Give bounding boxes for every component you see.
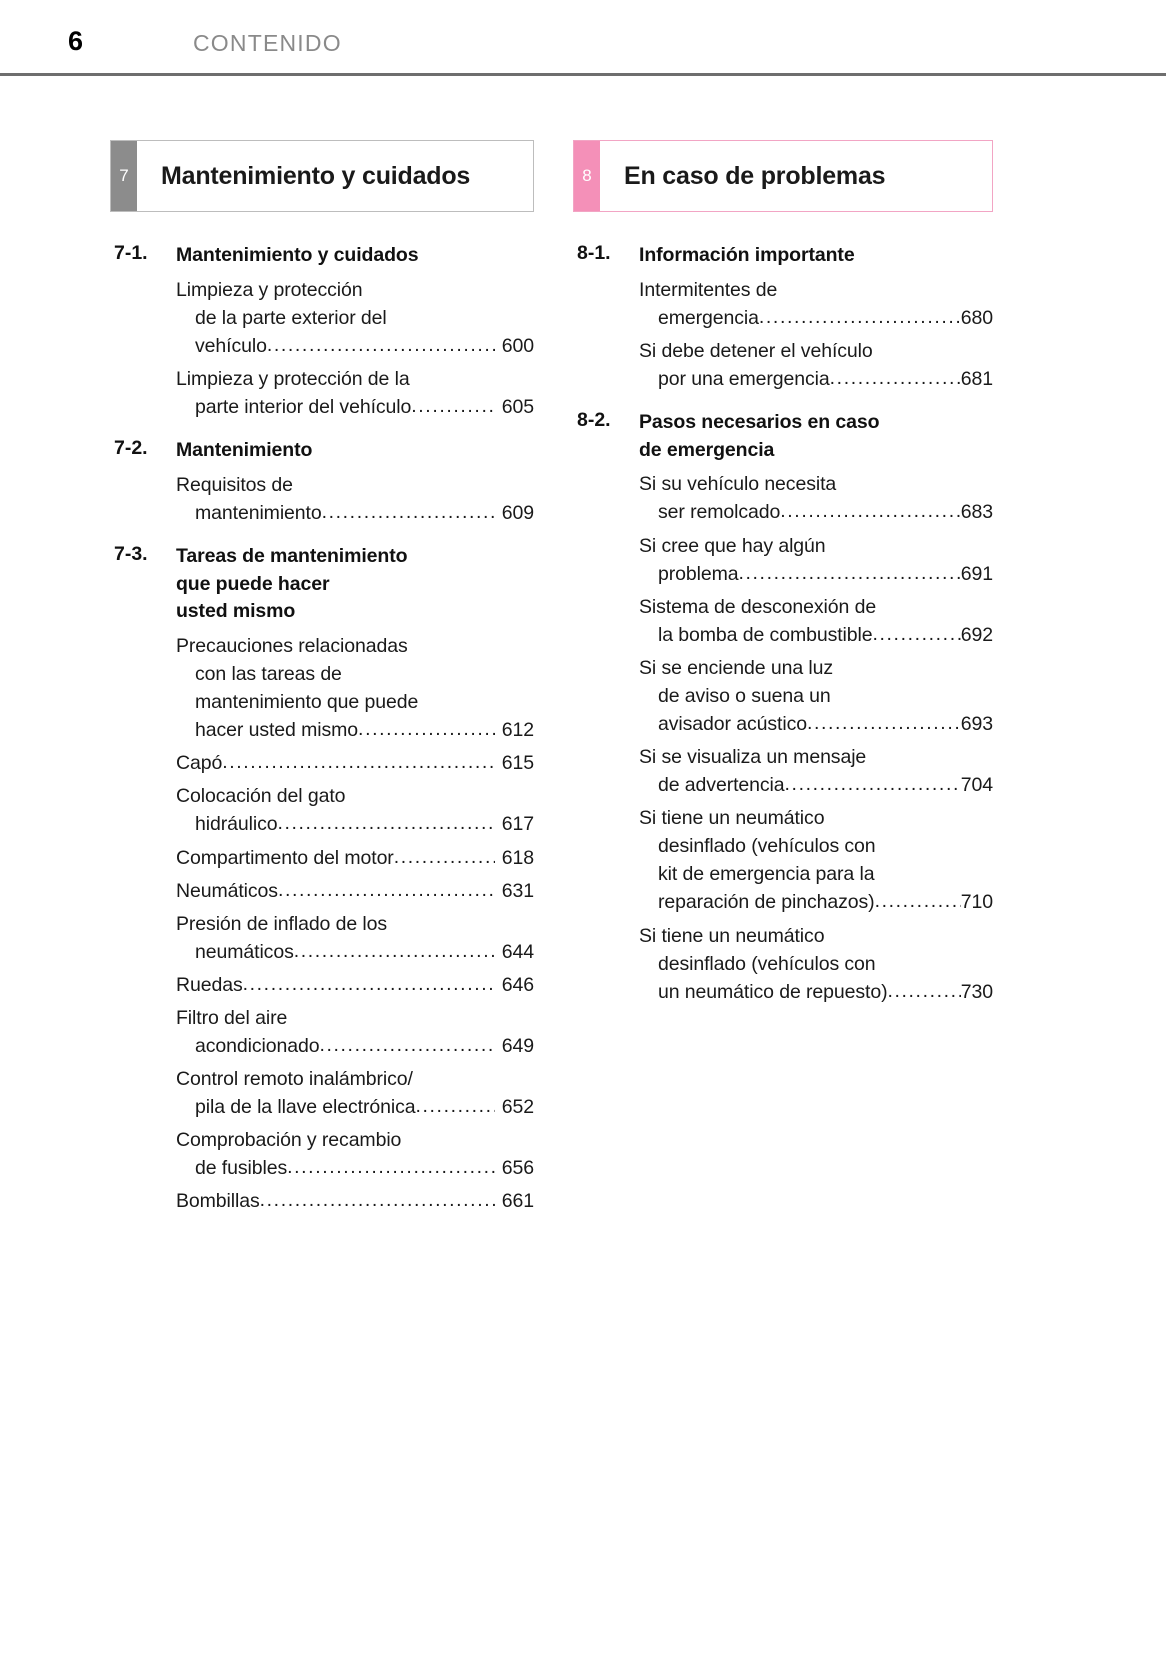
dot-leader (739, 559, 961, 587)
toc-entry-text: Si cree que hay algún (639, 534, 826, 557)
section-number: 7-1. (114, 242, 148, 264)
toc-entry-text: desinflado (vehículos con (658, 835, 876, 858)
toc-entry-line (176, 632, 534, 660)
toc-entry[interactable] (176, 632, 534, 744)
toc-entry[interactable] (639, 532, 993, 588)
toc-page-number: 615 (501, 752, 534, 775)
toc-entry-text: hidráulico (195, 813, 278, 836)
toc-entry[interactable] (639, 743, 993, 799)
toc-entry-line (639, 498, 993, 526)
toc-entry-text: Precauciones relacionadas (176, 634, 408, 657)
toc-entry-line (639, 654, 993, 682)
toc-entry-text: Si su vehículo necesita (639, 473, 837, 496)
toc-page-number: 681 (960, 367, 993, 390)
toc-entry[interactable] (639, 276, 993, 332)
toc-entry[interactable] (176, 910, 534, 966)
toc-entry-line (639, 560, 993, 588)
toc-entry-text: ser remolcado (658, 501, 781, 524)
toc-page-number: 691 (960, 562, 993, 585)
dot-leader (278, 876, 495, 904)
toc-page-number: 617 (501, 813, 534, 836)
dot-leader (260, 1186, 495, 1214)
toc-page-number: 612 (501, 719, 534, 742)
toc-entry[interactable] (176, 971, 534, 999)
toc-entry-line (176, 1154, 534, 1182)
toc-page-number: 710 (960, 891, 993, 914)
toc-page-number: 683 (960, 501, 993, 524)
toc-entry-text: de fusibles (195, 1157, 288, 1180)
toc-entry-text: Filtro del aire (176, 1006, 288, 1029)
toc-entry-line (176, 1187, 534, 1215)
toc-page-number: 656 (501, 1157, 534, 1180)
running-head-title: CONTENIDO (193, 30, 342, 56)
toc-entry-text: reparación de pinchazos) (658, 891, 875, 914)
toc-entry-line (176, 304, 534, 332)
toc-page-number: 618 (501, 846, 534, 869)
toc-entry-text: hacer usted mismo (195, 719, 359, 742)
toc-entry-text: problema (658, 562, 739, 585)
toc-entry-text: Intermitentes de (639, 278, 778, 301)
toc-entry-line (176, 365, 534, 393)
dot-leader (785, 770, 961, 798)
toc-entry-line (639, 304, 993, 332)
dot-leader (759, 303, 961, 331)
toc-entry[interactable] (176, 749, 534, 777)
toc-entry[interactable] (176, 365, 534, 421)
toc-entry[interactable] (639, 922, 993, 1006)
toc-entry-line (639, 860, 993, 888)
section-title: Mantenimiento (176, 439, 313, 462)
toc-entry-line (639, 804, 993, 832)
toc-page-number: 680 (960, 306, 993, 329)
toc-entry-line (176, 393, 534, 421)
toc-entry-text: avisador acústico (658, 713, 807, 735)
toc-section-heading[interactable] (573, 409, 993, 464)
toc-entry[interactable] (639, 593, 993, 649)
page-folio-number: 6 (68, 26, 84, 56)
toc-entry-line (176, 810, 534, 838)
section-number: 8-1. (577, 242, 611, 264)
toc-entry-line (639, 888, 993, 916)
toc-entry-line (639, 532, 993, 560)
toc-section-heading[interactable] (110, 437, 534, 465)
section-number: 7-2. (114, 437, 148, 460)
dot-leader (358, 715, 495, 743)
toc-entry[interactable] (176, 1126, 534, 1182)
toc-entry-line (176, 1004, 534, 1032)
dot-leader (322, 498, 495, 526)
toc-entry-text: de aviso o suena un (658, 684, 831, 707)
toc-column-left (110, 140, 534, 1215)
toc-entry[interactable] (176, 844, 534, 872)
toc-entry-line (176, 877, 534, 905)
toc-entry[interactable] (176, 471, 534, 527)
dot-leader (243, 970, 495, 998)
toc-entry-line (176, 782, 534, 810)
section-title: Mantenimiento y cuidados (176, 244, 419, 266)
section-number: 7-3. (114, 542, 148, 565)
toc-entry[interactable] (176, 276, 534, 360)
toc-section-heading[interactable] (110, 242, 534, 270)
toc-entry[interactable] (639, 654, 993, 738)
toc-entry-text: Limpieza y protección de la (176, 367, 410, 390)
toc-entry-text: de advertencia (658, 774, 785, 797)
toc-entry-line (176, 660, 534, 688)
toc-entry-text: parte interior del vehículo (195, 396, 412, 418)
toc-entry[interactable] (176, 1065, 534, 1121)
toc-entry-line (639, 621, 993, 649)
toc-entry-text: Si debe detener el vehículo (639, 339, 873, 362)
chapter-number-tab: 8 (574, 141, 600, 211)
chapter-number-tab: 7 (111, 141, 137, 211)
toc-page-number: 609 (501, 501, 534, 524)
toc-entry-text: Limpieza y protección (176, 278, 363, 301)
dot-leader (267, 331, 495, 359)
toc-entry-line (176, 749, 534, 777)
chapter-title: Mantenimiento y cuidados (161, 161, 471, 190)
toc-entry-line (176, 1093, 534, 1121)
toc-entry-line (639, 593, 993, 621)
dot-leader (411, 392, 494, 420)
dot-leader (287, 1153, 495, 1181)
section-number: 8-2. (577, 409, 611, 431)
toc-entry-line (639, 337, 993, 365)
toc-entry-line (176, 1032, 534, 1060)
toc-section-heading[interactable] (110, 543, 534, 626)
toc-entry-text: un neumático de repuesto) (658, 980, 888, 1003)
toc-entry-text: Neumáticos (176, 879, 278, 902)
section-title: Tareas de mantenimiento que puede hacer usted mismo (176, 544, 408, 623)
toc-page-number: 661 (501, 1190, 534, 1213)
toc-page-number: 631 (501, 879, 534, 902)
toc-entry-line (639, 682, 993, 710)
toc-entry-text: mantenimiento que puede (195, 691, 419, 714)
toc-entry[interactable] (176, 1187, 534, 1215)
toc-entry-text: Capó (176, 752, 223, 775)
dot-leader (394, 843, 495, 871)
section-title: Pasos necesarios en caso de emergencia (639, 411, 880, 461)
toc-entry-line (176, 844, 534, 872)
toc-entry[interactable] (639, 470, 993, 526)
toc-entry[interactable] (639, 804, 993, 916)
toc-section-heading[interactable] (573, 242, 993, 270)
toc-entry-text: la bomba de combustible (658, 623, 873, 646)
dot-leader (294, 937, 495, 965)
dot-leader (830, 364, 961, 392)
toc-entry-line (176, 276, 534, 304)
toc-page-number: 652 (501, 1096, 534, 1119)
toc-entry-line (639, 710, 993, 738)
toc-page-number: 605 (501, 396, 534, 418)
dot-leader (277, 809, 494, 837)
toc-entry-text: vehículo (195, 334, 267, 357)
toc-entry-text: Si se enciende una luz (639, 656, 834, 679)
toc-entry-text: Bombillas (176, 1190, 260, 1213)
toc-entry-line (176, 716, 534, 744)
toc-page-number: 644 (501, 940, 534, 963)
toc-entry-line (639, 771, 993, 799)
header-divider-rule (0, 73, 1166, 76)
dot-leader (319, 1031, 494, 1059)
toc-entry-line (639, 922, 993, 950)
toc-entry-line (176, 1065, 534, 1093)
toc-entry-text: Si tiene un neumático (639, 924, 825, 947)
toc-entry-line (176, 471, 534, 499)
toc-entry-text: Ruedas (176, 973, 243, 996)
dot-leader (780, 497, 960, 525)
toc-entry-text: Si se visualiza un mensaje (639, 746, 867, 769)
toc-entry-text: Colocación del gato (176, 785, 346, 808)
toc-entry-text: Presión de inflado de los (176, 912, 388, 935)
toc-entry-text: kit de emergencia para la (658, 863, 875, 886)
toc-page-number: 600 (501, 334, 534, 357)
toc-entry-text: mantenimiento (195, 501, 322, 524)
toc-entry-line (176, 499, 534, 527)
toc-entry-line (639, 365, 993, 393)
toc-entry-text: de la parte exterior del (195, 306, 387, 329)
toc-entry-line (176, 938, 534, 966)
toc-entry-line (176, 1126, 534, 1154)
chapter-banner-7[interactable] (110, 140, 534, 212)
toc-entry-text: acondicionado (195, 1035, 320, 1057)
toc-page-number: 649 (501, 1035, 534, 1057)
toc-entry[interactable] (639, 337, 993, 393)
toc-entry-line (176, 910, 534, 938)
toc-entry-line (176, 971, 534, 999)
dot-leader (875, 887, 961, 915)
toc-entry[interactable] (176, 782, 534, 838)
toc-entry-text: pila de la llave electrónica (195, 1096, 416, 1119)
toc-entry-text: Control remoto inalámbrico/ (176, 1068, 413, 1091)
toc-entry-line (176, 688, 534, 716)
page-header (0, 0, 1166, 78)
toc-entry-text: Compartimento del motor (176, 846, 394, 869)
toc-entry-line (639, 832, 993, 860)
toc-entry-text: desinflado (vehículos con (658, 952, 876, 975)
toc-entry-text: Comprobación y recambio (176, 1129, 402, 1152)
toc-entry-text: por una emergencia (658, 367, 830, 390)
dot-leader (222, 748, 495, 776)
dot-leader (873, 620, 961, 648)
toc-entry-text: Requisitos de (176, 473, 293, 496)
toc-column-right (573, 140, 993, 1006)
dot-leader (887, 977, 960, 1005)
toc-entry-line (639, 276, 993, 304)
toc-entry-text: neumáticos (195, 940, 294, 963)
toc-entry-line (639, 978, 993, 1006)
toc-entry-text: Si tiene un neumático (639, 807, 825, 830)
toc-entry-text: emergencia (658, 306, 759, 329)
toc-entry-text: con las tareas de (195, 663, 342, 686)
toc-page-number: 693 (960, 713, 993, 735)
section-title: Información importante (639, 244, 855, 266)
chapter-banner-8[interactable] (573, 140, 993, 212)
toc-entry-line (639, 743, 993, 771)
toc-entry-text: Sistema de desconexión de (639, 595, 877, 618)
chapter-title: En caso de problemas (624, 161, 886, 190)
toc-entry-line (639, 470, 993, 498)
toc-page-number: 692 (960, 623, 993, 646)
toc-page-number: 704 (960, 774, 993, 797)
dot-leader (416, 1092, 495, 1120)
toc-entry-line (176, 332, 534, 360)
toc-entry[interactable] (176, 877, 534, 905)
toc-entry-line (639, 950, 993, 978)
dot-leader (807, 709, 961, 737)
toc-page-number: 730 (960, 980, 993, 1003)
toc-entry[interactable] (176, 1004, 534, 1060)
toc-page-number: 646 (501, 973, 534, 996)
